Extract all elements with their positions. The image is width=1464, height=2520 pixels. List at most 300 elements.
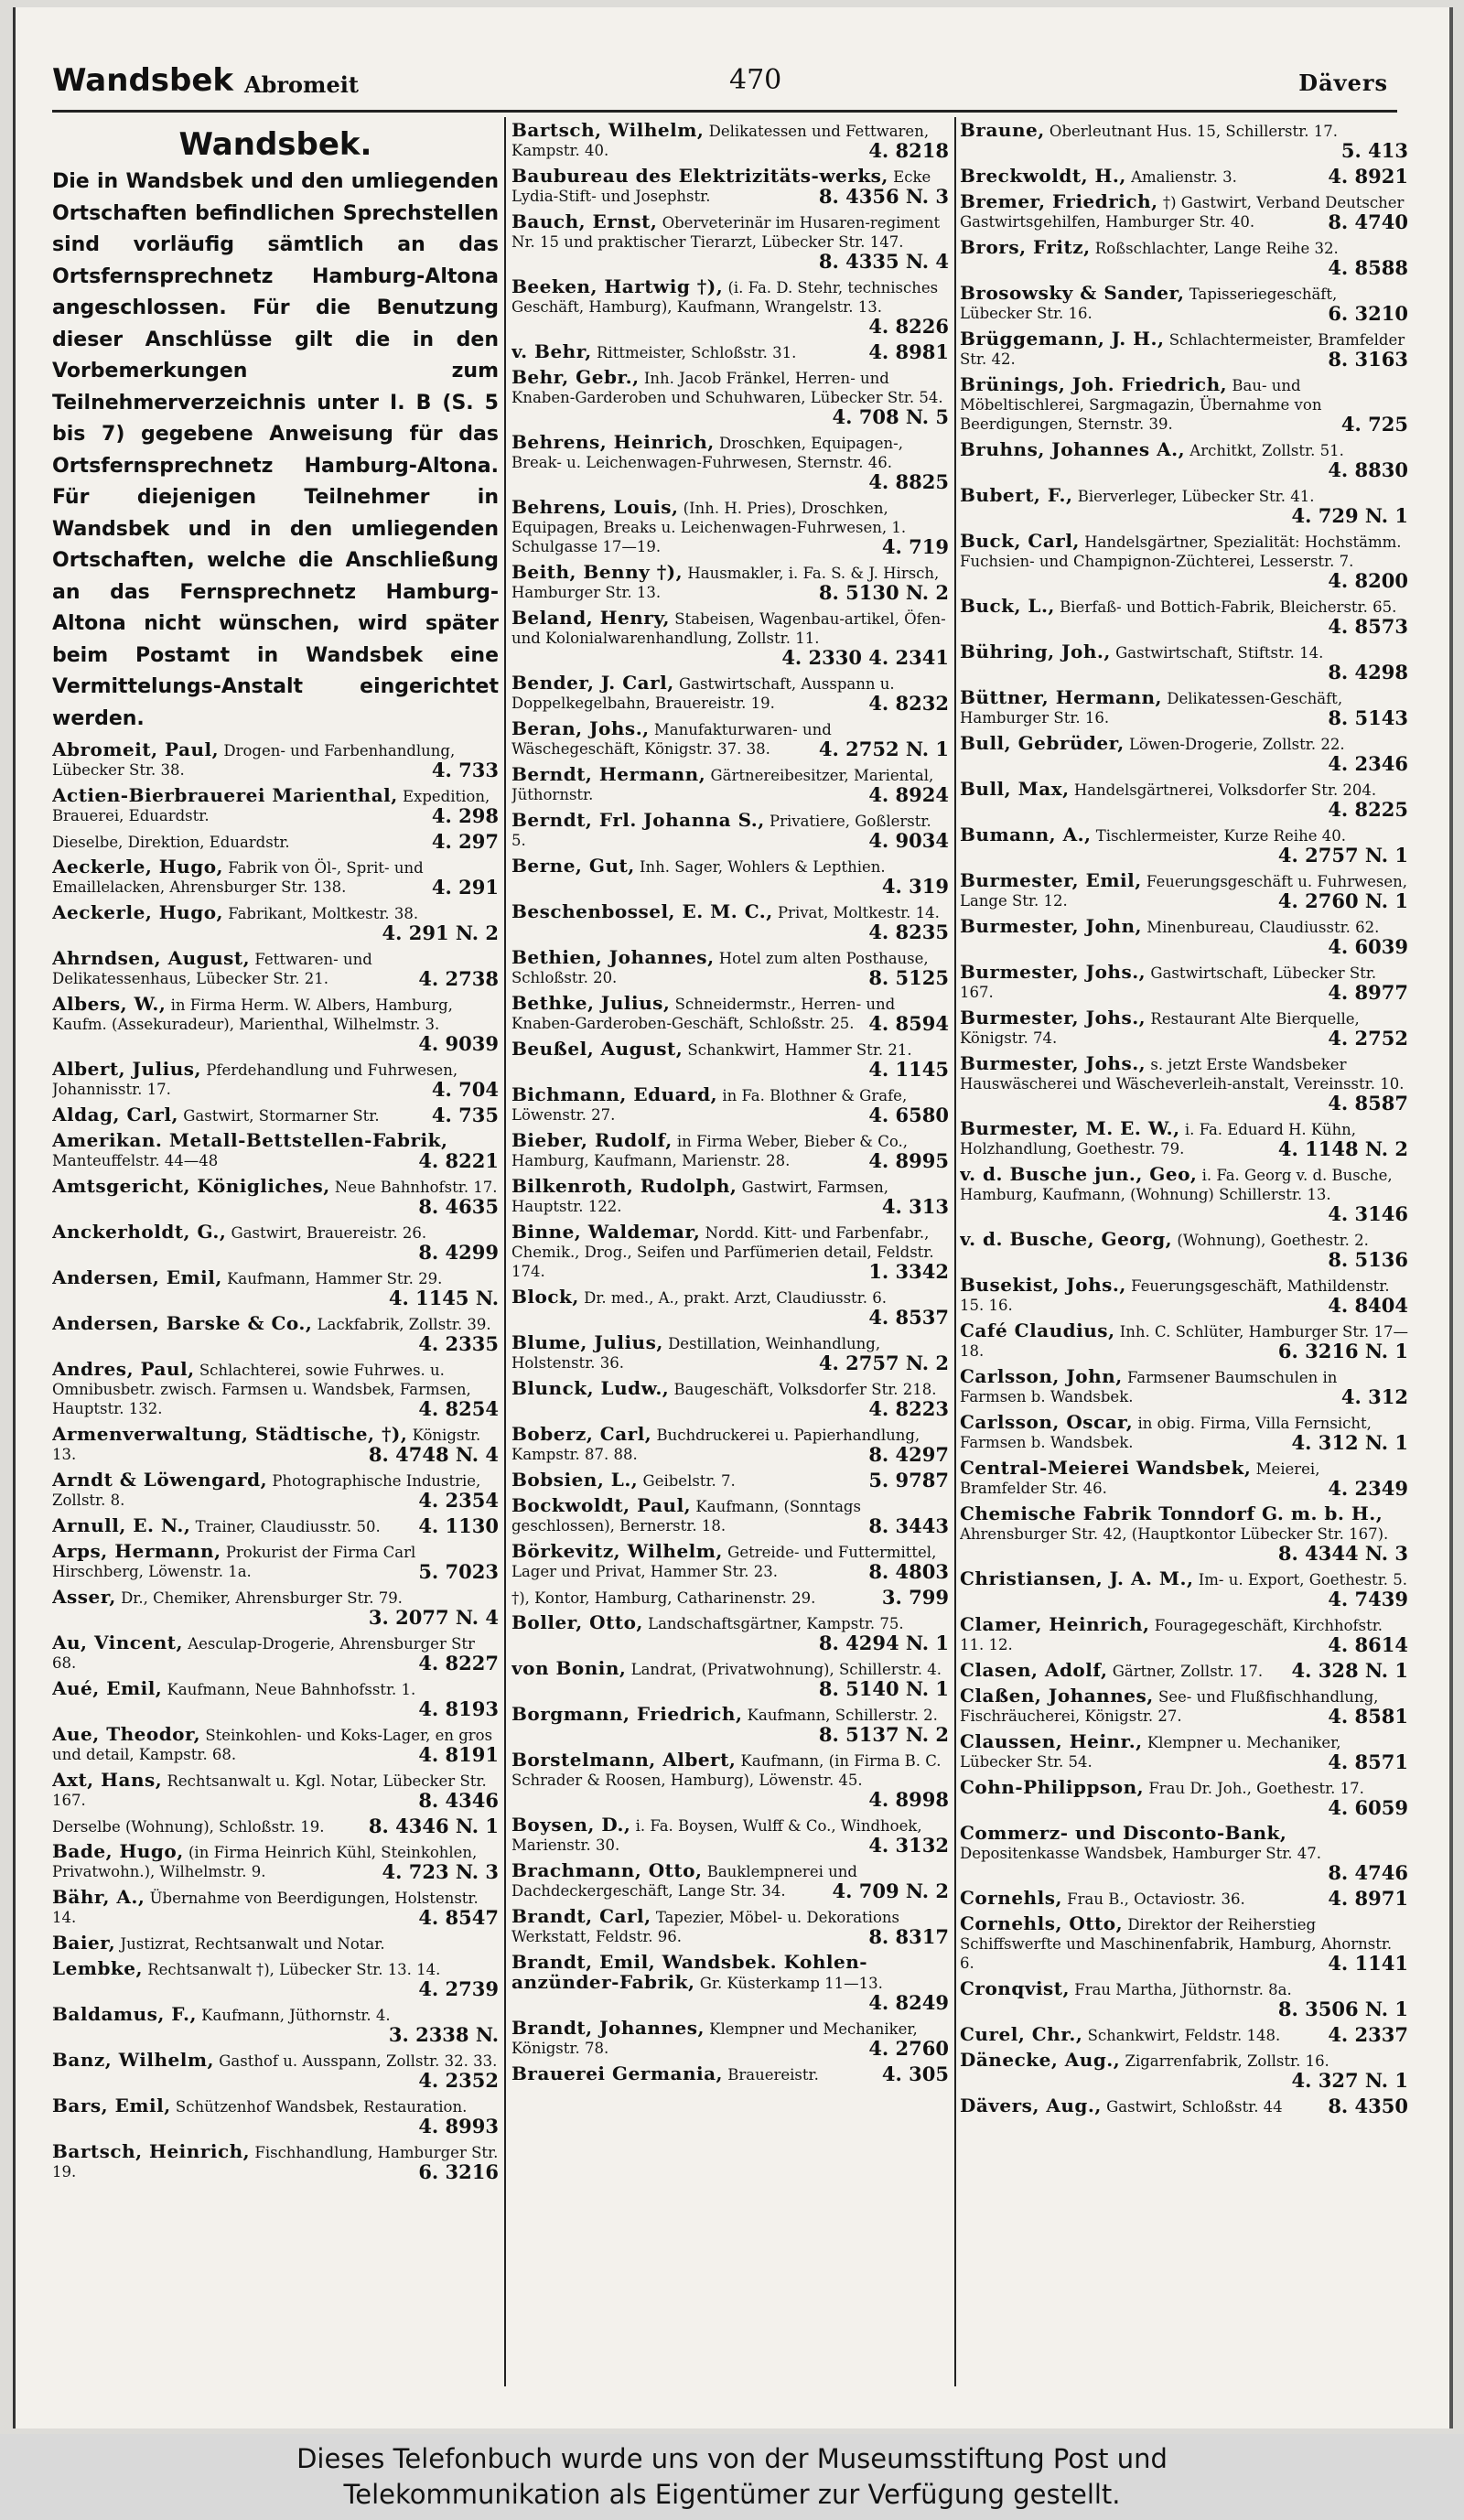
directory-entry: [511, 2064, 949, 2084]
running-head-first-entry: Abromeit: [244, 71, 359, 98]
directory-entry: [960, 1615, 1408, 1655]
entry-name: Claßen, Johannes,: [960, 1685, 1154, 1707]
entry-name: Cronqvist,: [960, 1977, 1070, 1999]
entry-name: Bichmann, Eduard,: [511, 1083, 718, 1105]
entry-name: Borgmann, Friedrich,: [511, 1703, 743, 1725]
directory-entry: [52, 1959, 499, 1999]
entry-name: Clasen, Adolf,: [960, 1659, 1108, 1681]
entry-name: Bremer, Friedrich,: [960, 190, 1158, 212]
entry-description: Baugeschäft, Volksdorfer Str. 218.: [673, 1381, 937, 1398]
directory-entry: [960, 375, 1408, 435]
entry-name: Blunck, Ludw.,: [511, 1377, 670, 1399]
entry-description: Rechtsanwalt u. Kgl. Notar, Lübecker Str. 167.: [52, 1772, 487, 1809]
directory-entry: [511, 1177, 949, 1217]
entry-name: Aldag, Carl,: [52, 1104, 178, 1125]
phone-number: 4. 305: [881, 2062, 949, 2085]
entry-name: Bethke, Julius,: [511, 992, 671, 1014]
entry-description: Photographische Industrie, Zollstr. 8.: [52, 1472, 481, 1509]
directory-entry: [511, 277, 949, 337]
entry-description: Privat, Moltkestr. 14.: [777, 904, 940, 921]
directory-entry: [960, 486, 1408, 526]
entry-name: Blume, Julius,: [511, 1331, 663, 1353]
entry-name: Armenverwaltung, Städtische, †),: [52, 1423, 408, 1445]
entry-name: v. Behr,: [511, 340, 592, 362]
phone-number: 8. 4346: [418, 1789, 499, 1812]
entry-name: Behrens, Heinrich,: [511, 431, 715, 453]
phone-number: 3. 2338 N.: [388, 2023, 499, 2046]
entry-name: Brüggemann, J. H.,: [960, 328, 1165, 350]
entry-description: Restaurant Alte Bierquelle, Königstr. 74.: [960, 1010, 1360, 1047]
entry-name: Arndt & Löwengard,: [52, 1469, 268, 1491]
directory-entry: [52, 1105, 499, 1125]
phone-number: 4. 297: [431, 830, 499, 853]
entry-name: Brandt, Carl,: [511, 1905, 651, 1927]
entry-name: Brandt, Emil, Wandsbek. Kohlen-anzünder-Fabrik,: [511, 1951, 868, 1993]
directory-entry: [511, 902, 949, 942]
phone-number: 4. 8977: [1328, 981, 1408, 1004]
entry-name: Dänecke, Aug.,: [960, 2049, 1121, 2071]
phone-number: 8. 5125: [868, 966, 949, 989]
entry-name: Commerz- und Disconto-Bank,: [960, 1822, 1287, 1844]
phone-number: 4. 2752: [1328, 1027, 1408, 1050]
directory-entry: [960, 1979, 1408, 2019]
entry-description: Kaufmann, (in Firma B. C. Schrader & Roosen, Hamburg), Löwenstr. 45.: [511, 1752, 942, 1789]
entry-description: Neue Bahnhofstr. 17.: [334, 1179, 498, 1196]
phone-number: 8. 5136: [1328, 1248, 1408, 1271]
entry-description: Gastwirt, Schloßstr. 44: [1106, 2098, 1283, 2116]
entry-description: Feuerungsgeschäft u. Fuhrwesen, Lange Str. 12.: [960, 873, 1407, 910]
directory-entry: [52, 1633, 499, 1674]
phone-number: 4. 9039: [418, 1032, 499, 1055]
entry-description: Geibelstr. 7.: [642, 1472, 736, 1490]
entry-name: Borstelmann, Albert,: [511, 1749, 737, 1771]
entry-name: Busekist, Johs.,: [960, 1274, 1126, 1296]
entry-description: Tapisseriegeschäft, Lübecker Str. 16.: [960, 285, 1338, 322]
entry-name: Aeckerle, Hugo,: [52, 856, 224, 878]
entry-name: Behr, Gebr.,: [511, 366, 640, 388]
directory-entry: [960, 1889, 1408, 1909]
phone-number: 4. 1148 N. 2: [1277, 1137, 1408, 1160]
phone-number: 8. 4635: [418, 1195, 499, 1218]
entry-description: Inh. Sager, Wohlers & Lepthien.: [639, 858, 886, 876]
phone-number: 3. 2077 N. 4: [368, 1606, 499, 1629]
entry-description: Im- u. Export, Goethestr. 5.: [1198, 1571, 1407, 1588]
directory-entry: [511, 1287, 949, 1328]
directory-entry: [52, 1679, 499, 1719]
directory-entry: [960, 1569, 1408, 1610]
directory-entry: [52, 1268, 499, 1308]
entry-name: Berne, Gut,: [511, 855, 635, 877]
directory-entry: [511, 765, 949, 805]
phone-number: 8. 4350: [1328, 2095, 1408, 2117]
directory-entry: [960, 1914, 1408, 1974]
directory-entry: [960, 917, 1408, 957]
phone-number: 4. 8581: [1328, 1705, 1408, 1728]
footer-note: [0, 2434, 1464, 2520]
entry-description: Privatiere, Goßlerstr. 5.: [511, 813, 931, 849]
directory-entry: [960, 1732, 1408, 1772]
phone-number: 4. 8830: [1328, 458, 1408, 481]
entry-description: Depositenkasse Wandsbek, Hamburger Str. 47.: [960, 1845, 1322, 1862]
directory-entry: [511, 1222, 949, 1282]
entry-name: Brors, Fritz,: [960, 236, 1091, 258]
entry-name: Claussen, Heinr.,: [960, 1730, 1143, 1752]
entry-description: Aesculap-Drogerie, Ahrensburger Str 68.: [52, 1635, 475, 1672]
phone-number: 4. 6039: [1328, 935, 1408, 958]
phone-number: 4. 2349: [1328, 1477, 1408, 1500]
directory-entry: [960, 1686, 1408, 1727]
entry-description: Fischhandlung, Hamburger Str. 19.: [52, 2144, 499, 2181]
entry-description: Bierfaß- und Bottich-Fabrik, Bleicherstr. 65.: [1060, 598, 1397, 616]
entry-description: Roßschlachter, Lange Reihe 32.: [1094, 240, 1339, 257]
phone-number: 4. 8825: [868, 470, 949, 493]
entry-name: Bilkenroth, Rudolph,: [511, 1175, 737, 1197]
phone-number: 8. 4298: [1328, 661, 1408, 684]
entry-description: Kaufmann, Jüthornstr. 4.: [201, 2007, 391, 2024]
directory-entry: [960, 597, 1408, 637]
phone-number: 4. 2752 N. 1: [818, 738, 949, 760]
phone-number: 4. 7439: [1328, 1588, 1408, 1610]
entry-name: Amtsgericht, Königliches,: [52, 1175, 330, 1197]
phone-number: 4. 2337: [1328, 2023, 1408, 2046]
entry-name: Bubert, F.,: [960, 484, 1073, 506]
directory-entry: [52, 832, 499, 852]
entry-description: Meierei, Bramfelder Str. 46.: [960, 1460, 1320, 1497]
phone-number: 8. 4335 N. 4: [818, 250, 949, 273]
directory-entry: [511, 856, 949, 897]
directory-entry: [511, 121, 949, 161]
phone-number: 8. 4299: [418, 1241, 499, 1264]
entry-name: Berndt, Frl. Johanna S.,: [511, 809, 765, 831]
column-1: [52, 121, 499, 2381]
directory-entry: [960, 238, 1408, 278]
entry-name: Beran, Johs.,: [511, 717, 650, 739]
phone-number: 4. 729 N. 1: [1291, 504, 1408, 527]
entry-name: Asser,: [52, 1586, 116, 1608]
entry-description: Gr. Küsterkamp 11—13.: [699, 1975, 883, 1992]
directory-entry: [960, 871, 1408, 911]
entry-description: Ecke Lydia-Stift- und Josephstr.: [511, 168, 931, 205]
entry-description: Kaufmann, Hammer Str. 29.: [227, 1270, 443, 1287]
directory-page: [13, 7, 1453, 2428]
phone-number: 4. 3146: [1328, 1202, 1408, 1225]
directory-entry: [511, 342, 949, 362]
directory-entry: [960, 532, 1408, 591]
entry-name: Berndt, Hermann,: [511, 763, 706, 785]
directory-entry: [52, 857, 499, 898]
directory-entry: [511, 1815, 949, 1856]
directory-entry: [511, 948, 949, 988]
phone-number: 4. 8588: [1328, 256, 1408, 279]
directory-entry: [511, 1379, 949, 1419]
phone-number: 4. 709 N. 2: [832, 1879, 949, 1902]
entry-description: Getreide- und Futtermittel, Lager und Privat, Hammer Str. 23.: [511, 1544, 937, 1580]
entry-description: Schlachterei, sowie Fuhrwes. u. Omnibusbetr. zwisch. Farmsen u. Wandsbek, Farmsen, Hauptstr. 132.: [52, 1362, 471, 1417]
directory-entry: [960, 2051, 1408, 2091]
phone-number: 4. 313: [881, 1195, 949, 1218]
phone-number: 4. 1130: [418, 1514, 499, 1537]
directory-entry: [511, 1659, 949, 1699]
entry-name: Baier,: [52, 1932, 116, 1954]
entry-name: Arps, Hermann,: [52, 1540, 221, 1562]
phone-number: 4. 723 N. 3: [382, 1860, 499, 1883]
directory-entry: [511, 1542, 949, 1582]
entry-name: Albers, W.,: [52, 993, 167, 1015]
entry-name: Buck, L.,: [960, 595, 1055, 617]
directory-entry: [52, 1470, 499, 1511]
directory-entry: [511, 1496, 949, 1536]
entry-description: Gastwirtschaft, Lübecker Str. 167.: [960, 964, 1377, 1001]
phone-number: 8. 4356 N. 3: [818, 185, 949, 208]
entry-description: †), Kontor, Hamburg, Catharinenstr. 29.: [511, 1589, 816, 1607]
entry-name: Block,: [511, 1286, 579, 1308]
phone-number: 4. 2738: [418, 967, 499, 990]
phone-number: 4. 8594: [868, 1012, 949, 1035]
entry-name: Beeken, Hartwig †),: [511, 275, 724, 297]
directory-entry: [960, 167, 1408, 187]
entry-name: Bade, Hugo,: [52, 1840, 184, 1862]
entry-description: Architkt, Zollstr. 51.: [1190, 442, 1344, 459]
phone-number: 4. 8221: [418, 1149, 499, 1172]
entry-name: von Bonin,: [511, 1657, 627, 1679]
entry-description: Gärtnereibesitzer, Mariental, Jüthornstr.: [511, 767, 934, 803]
directory-entry: [960, 440, 1408, 480]
entry-list: [511, 121, 949, 2084]
entry-description: Hausmakler, i. Fa. S. & J. Hirsch, Hamburger Str. 13.: [511, 565, 940, 601]
entry-description: Zigarrenfabrik, Zollstr. 16.: [1125, 2052, 1329, 2070]
entry-description: (Inh. H. Pries), Droschken, Equipagen, Breaks u. Leichenwagen-Fuhrwesen, 1. Schulgasse 17—19.: [511, 500, 907, 555]
phone-number: 4. 8537: [868, 1306, 949, 1329]
directory-entry: [511, 498, 949, 557]
entry-name: Anckerholdt, G.,: [52, 1221, 227, 1243]
entry-name: Bars, Emil,: [52, 2095, 171, 2116]
entry-description: i. Fa. Boysen, Wulff & Co., Windhoek, Marienstr. 30.: [511, 1817, 922, 1854]
phone-number: 4. 8193: [418, 1697, 499, 1720]
phone-number: 8. 4346 N. 1: [368, 1815, 499, 1837]
phone-number: 4. 8614: [1328, 1633, 1408, 1656]
phone-number: 4. 2335: [418, 1332, 499, 1355]
directory-entry: [52, 995, 499, 1054]
entry-description: Bauklempnerei und Dachdeckergeschäft, Lange Str. 34.: [511, 1863, 857, 1900]
entry-name: Börkevitz, Wilhelm,: [511, 1540, 723, 1562]
entry-description: (i. Fa. D. Stehr, technisches Geschäft, Hamburg), Kaufmann, Wrangelstr. 13.: [511, 279, 939, 316]
phone-number: 4. 8249: [868, 1991, 949, 2014]
entry-description: Kaufmann, Neue Bahnhofsstr. 1.: [167, 1681, 416, 1698]
entry-description: Rechtsanwalt †), Lübecker Str. 13. 14.: [147, 1961, 441, 1978]
phone-number: 4. 6059: [1328, 1796, 1408, 1819]
directory-entry: [52, 2096, 499, 2137]
phone-number: 4. 8924: [868, 783, 949, 806]
entry-description: s. jetzt Erste Wandsbeker Hauswäscherei und Wäscheverleih-anstalt, Vereinsstr. 10.: [960, 1056, 1405, 1093]
entry-description: Prokurist der Firma Carl Hirschberg, Löwenstr. 1a.: [52, 1544, 416, 1580]
entry-description: Handelsgärtner, Spezialität: Hochstämm. Fuchsien- und Champignon-Züchterei, Lesserstr. 7.: [960, 533, 1402, 570]
directory-entry: [52, 2142, 499, 2182]
phone-number: 8. 4294 N. 1: [818, 1632, 949, 1654]
entry-name: Andres, Paul,: [52, 1358, 195, 1380]
phone-number: 3. 799: [881, 1586, 949, 1609]
directory-entry: [960, 1661, 1408, 1681]
entry-description: Expedition, Brauerei, Eduardstr.: [52, 788, 490, 824]
directory-entry: [511, 1588, 949, 1608]
phone-number: 8. 4297: [868, 1443, 949, 1466]
entry-name: Bähr, A.,: [52, 1886, 145, 1908]
entry-description: Direktor der Reiherstieg Schiffswerfte und Maschinenfabrik, Hamburg, Ahornstr. 6.: [960, 1916, 1393, 1972]
phone-number: 4. 8971: [1328, 1887, 1408, 1910]
entry-name: Brachmann, Otto,: [511, 1859, 703, 1881]
directory-entry: [960, 284, 1408, 324]
entry-name: Bender, J. Carl,: [511, 672, 674, 694]
running-head-last-entry: Dävers: [1298, 70, 1388, 96]
entry-name: Bumann, A.,: [960, 824, 1092, 845]
phone-number: 4. 291 N. 2: [382, 921, 499, 944]
directory-entry: [960, 1459, 1408, 1499]
entry-description: Gastwirtschaft, Stiftstr. 14.: [1115, 644, 1324, 662]
directory-entry: [511, 368, 949, 427]
phone-number: 4. 2757 N. 2: [818, 1352, 949, 1374]
directory-entry: [511, 994, 949, 1034]
directory-entry: [960, 1054, 1408, 1114]
entry-description: Buchdruckerei u. Papierhandlung, Kampstr. 87. 88.: [511, 1427, 920, 1463]
directory-entry: [511, 1953, 949, 2013]
entry-description: Kaufmann, (Sonntags geschlossen), Bernerstr. 18.: [511, 1498, 861, 1535]
directory-entry: [511, 1039, 949, 1080]
entry-name: Carlsson, John,: [960, 1365, 1123, 1387]
entry-description: Drogen- und Farbenhandlung, Lübecker Str. 38.: [52, 742, 456, 779]
entry-name: Ahrndsen, August,: [52, 947, 251, 969]
entry-description: Landrat, (Privatwohnung), Schillerstr. 4.: [630, 1661, 942, 1678]
entry-name: Boberz, Carl,: [511, 1423, 652, 1445]
section-intro: Die in Wandsbek und den umliegenden Ortschaften befindlichen Sprechstellen sind vorläufig sämtlich an das Ortsfernsprechnetz Hamburg-Altona angeschlossen. Für die Benutzung dieser Anschlüsse gilt die in den Vorbemerkungen zum Teilnehmerverzeichnis unter I. B (S. 5 bis 7) gegebene Anweisung für das Ortsfernsprechnetz Hamburg-Altona. Für diejenigen Teilnehmer in Wandsbek und in den umliegenden Ortschaften, welche die Anschließung an das Fernsprechnetz Hamburg-Altona nicht wünschen, wird später beim Postamt in Wandsbek eine Vermittelungs-Anstalt eingerichtet werden.: [52, 170, 499, 730]
entry-name: Carlsson, Oscar,: [960, 1411, 1134, 1433]
column-3: [960, 121, 1408, 2381]
phone-number: 8. 3443: [868, 1514, 949, 1537]
directory-entry: [511, 167, 949, 207]
entry-name: Beith, Benny †),: [511, 561, 684, 583]
phone-number: 4. 8571: [1328, 1750, 1408, 1773]
entry-description: Gastwirt, Stormarner Str.: [183, 1107, 380, 1125]
phone-number: 4. 8235: [868, 921, 949, 943]
directory-entry: [960, 1008, 1408, 1049]
directory-entry: [52, 1060, 499, 1100]
directory-entry: [52, 1425, 499, 1465]
phone-number: 4. 8995: [868, 1149, 949, 1172]
directory-entry: [960, 1367, 1408, 1407]
phone-number: 4. 1145: [868, 1058, 949, 1081]
entry-name: Beland, Henry,: [511, 607, 671, 629]
directory-entry: [960, 1778, 1408, 1818]
directory-entry: [52, 903, 499, 943]
directory-entry: [960, 1413, 1408, 1453]
phone-number: 4. 9034: [868, 829, 949, 852]
column-divider: [954, 117, 956, 2386]
phone-number: 5. 413: [1340, 139, 1408, 162]
entry-name: Baubureau des Elektrizitäts-werks,: [511, 165, 888, 187]
entry-description: Amalienstr. 3.: [1131, 168, 1237, 186]
entry-name: Buck, Carl,: [960, 530, 1080, 552]
directory-entry: [511, 811, 949, 851]
directory-entry: [960, 963, 1408, 1003]
phone-number: 8. 3506 N. 1: [1277, 1998, 1408, 2020]
entry-description: Schankwirt, Hammer Str. 21.: [687, 1041, 912, 1059]
entry-name: Aeckerle, Hugo,: [52, 901, 224, 923]
phone-number: 4. 291: [431, 876, 499, 899]
entry-list: [52, 740, 499, 2182]
phone-number: 4. 8232: [868, 692, 949, 715]
directory-entry: [511, 1907, 949, 1947]
entry-description: in Fa. Blothner & Grafe, Löwenstr. 27.: [511, 1087, 908, 1124]
entry-description: Nordd. Kitt- und Farbenfabr., Chemik., Drog., Seifen und Parfümerien detail, Feldstr. 174.: [511, 1224, 934, 1280]
directory-entry: [511, 2019, 949, 2059]
entry-description: Manteuffelstr. 44—48: [52, 1152, 219, 1169]
entry-description: Rittmeister, Schloßstr. 31.: [597, 344, 797, 361]
directory-entry: [52, 1816, 499, 1836]
entry-description: †) Gastwirt, Verband Deutscher Gastwirtsgehilfen, Hamburger Str. 40.: [960, 194, 1405, 231]
phone-number: 4. 2760: [868, 2037, 949, 2060]
entry-description: Minenbureau, Claudiusstr. 62.: [1146, 919, 1380, 936]
entry-description: See- und Flußfischhandlung, Fischräucherei, Königstr. 27.: [960, 1688, 1379, 1725]
running-head: [52, 53, 1388, 108]
entry-name: Büttner, Hermann,: [960, 686, 1163, 708]
directory-entry: [960, 688, 1408, 728]
directory-entry: [511, 563, 949, 603]
page-number: 470: [729, 64, 782, 96]
entry-description: Schankwirt, Feldstr. 148.: [1087, 2027, 1281, 2044]
entry-description: Frau Dr. Joh., Goethestr. 17.: [1148, 1780, 1364, 1797]
directory-entry: [52, 740, 499, 781]
directory-entry: [511, 433, 949, 492]
entry-description: (in Firma Heinrich Kühl, Steinkohlen, Privatwohn.), Wilhelmstr. 9.: [52, 1844, 478, 1880]
entry-description: Feuerungsgeschäft, Mathildenstr. 15. 16.: [960, 1277, 1390, 1314]
entry-name: Bockwoldt, Paul,: [511, 1494, 692, 1516]
directory-entry: [52, 1177, 499, 1217]
entry-description: Hotel zum alten Posthause, Schloßstr. 20.: [511, 950, 929, 986]
phone-number: 4. 8226: [868, 315, 949, 338]
phone-number: 4. 8998: [868, 1788, 949, 1811]
phone-number: 8. 5130 N. 2: [818, 581, 949, 604]
entry-description: Delikatessen-Geschäft, Hamburger Str. 16.: [960, 690, 1343, 727]
entry-description: in Firma Herm. W. Albers, Hamburg, Kaufm. (Assekuradeur), Marienthal, Wilhelmstr. 3.: [52, 996, 453, 1033]
entry-name: Bobsien, L.,: [511, 1469, 639, 1491]
directory-entry: [511, 1333, 949, 1373]
phone-number: 1. 3342: [868, 1260, 949, 1283]
entry-description: in obig. Firma, Villa Fernsicht, Farmsen b. Wandsbek.: [960, 1415, 1372, 1451]
phone-number: 5. 7023: [418, 1560, 499, 1583]
entry-description: Schlachtermeister, Bramfelder Str. 42.: [960, 331, 1405, 368]
directory-entry: [960, 121, 1408, 161]
entry-name: Chemische Fabrik Tonndorf G. m. b. H.,: [960, 1502, 1383, 1524]
entry-name: Clamer, Heinrich,: [960, 1613, 1150, 1635]
entry-name: Bull, Max,: [960, 778, 1070, 800]
directory-entry: [52, 949, 499, 989]
entry-description: Landschaftsgärtner, Kampstr. 75.: [648, 1615, 904, 1632]
entry-name: Bull, Gebrüder,: [960, 732, 1125, 754]
entry-name: Abromeit, Paul,: [52, 738, 220, 760]
entry-description: Schneidermstr., Herren- und Knaben-Garderoben-Geschäft, Schloßstr. 25.: [511, 996, 896, 1032]
entry-name: Burmester, Emil,: [960, 869, 1142, 891]
phone-number: 4. 328 N. 1: [1291, 1659, 1408, 1682]
directory-entry: [511, 1705, 949, 1745]
entry-description: Klempner u. Mechaniker, Lübecker Str. 54.: [960, 1734, 1341, 1771]
phone-number: 4. 8573: [1328, 615, 1408, 638]
directory-entry: [52, 1360, 499, 1419]
directory-entry: [52, 1516, 499, 1536]
entry-name: Baldamus, F.,: [52, 2003, 197, 2025]
directory-entry: [960, 192, 1408, 232]
entry-name: Cornehls,: [960, 1887, 1062, 1909]
entry-name: Café Claudius,: [960, 1319, 1115, 1341]
entry-description: Oberveterinär im Husaren-regiment Nr. 15 und praktischer Tierarzt, Lübecker Str. 147.: [511, 214, 941, 251]
entry-name: Braune,: [960, 121, 1045, 141]
